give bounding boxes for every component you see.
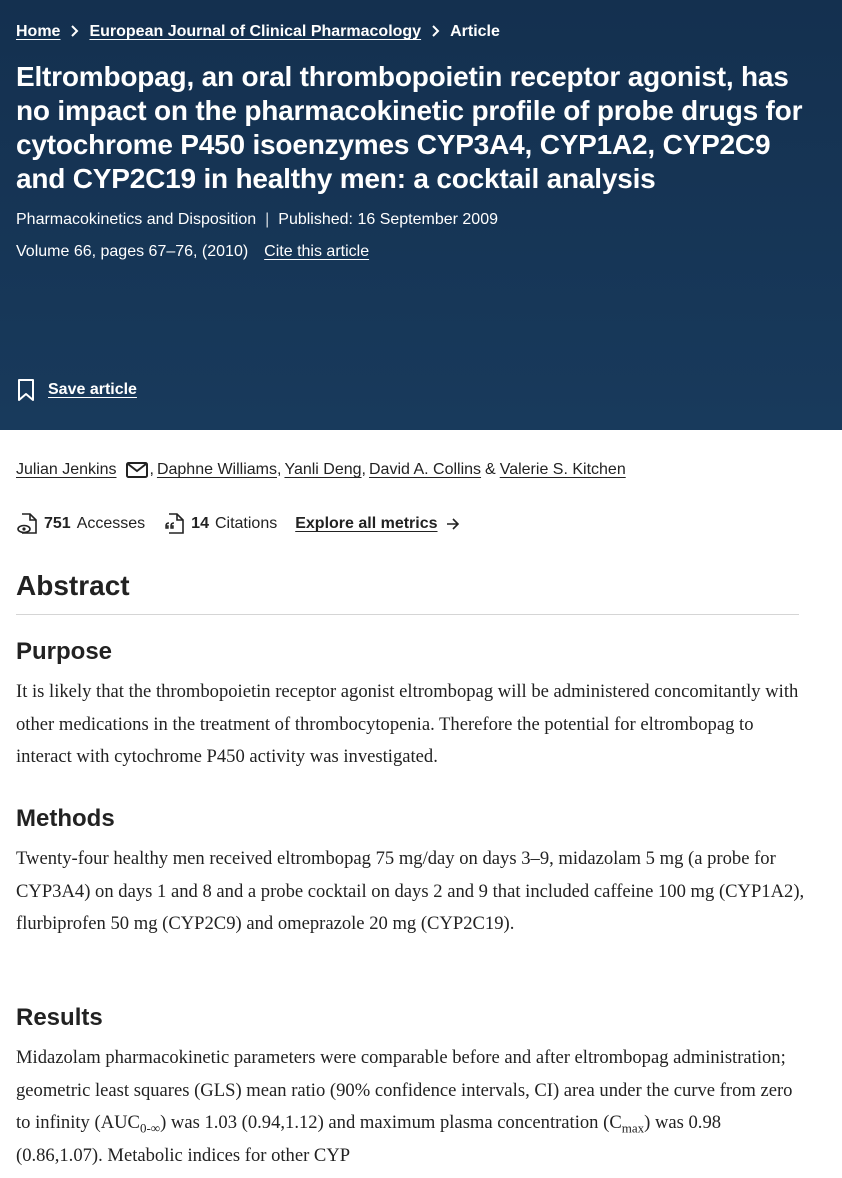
meta-separator: | (265, 211, 270, 228)
explore-metrics-link[interactable] (295, 515, 459, 533)
save-article-button[interactable] (16, 378, 137, 402)
quote-document-icon (163, 512, 185, 536)
save-article-label: Save article (48, 381, 137, 398)
chevron-right-icon (431, 24, 440, 41)
accesses-label: Accesses (76, 515, 146, 532)
auc-subscript: 0-∞ (139, 1120, 161, 1136)
author-separator: , (149, 461, 154, 478)
accesses-metric (16, 512, 145, 536)
citations-metric (163, 512, 277, 536)
article-section: Pharmacokinetics and Disposition (16, 211, 257, 228)
results-text-part: ) was 0.98 (0.86,1.07). Metabolic indices for other CYP (16, 1112, 722, 1166)
abstract-heading: Abstract (16, 570, 130, 601)
author-link[interactable]: Yanli Deng (284, 461, 362, 478)
cite-article-link[interactable]: Cite this article (264, 243, 370, 260)
envelope-icon[interactable] (125, 461, 149, 479)
volume-info: Volume 66, pages 67–76, (2010) (16, 243, 249, 260)
author-link[interactable]: Julian Jenkins (16, 461, 117, 478)
purpose-heading: Purpose (16, 638, 113, 665)
purpose-text: It is likely that the thrombopoietin receptor agonist eltrombopag will be administered concomitantly with other medications in the treatment of thrombocytopenia. Therefore the potential for eltrombopag to interact with cytochrome P450 activity was investigated. (16, 681, 799, 767)
results-text-part: Midazolam pharmacokinetic parameters were comparable before and after eltrombopag administration; geometric least squares (GLS) mean ratio (90% confidence intervals, CI) area under the curve from zero to infinity (AUC (16, 1047, 793, 1133)
breadcrumb-current: Article (450, 23, 500, 40)
explore-metrics-label: Explore all metrics (295, 515, 438, 532)
author-separator: , (277, 461, 282, 478)
citations-label: Citations (214, 515, 278, 532)
article-metrics (16, 512, 460, 536)
breadcrumb (16, 20, 500, 44)
article-header (0, 0, 842, 430)
author-list (16, 459, 626, 481)
author-separator: & (485, 461, 496, 478)
breadcrumb-journal-link[interactable]: European Journal of Clinical Pharmacology (89, 23, 422, 40)
citations-count: 14 (191, 515, 209, 532)
divider (16, 614, 799, 615)
cmax-subscript: max (621, 1120, 645, 1136)
methods-text: Twenty-four healthy men received eltrombopag 75 mg/day on days 3–9, midazolam 5 mg (a probe for CYP3A4) on days 1 and 8 and a probe cocktail on days 2 and 9 that included caffeine 100 mg (CYP1A2), flurbiprofen 50 mg (CYP2C9) and omeprazole 20 mg (CYP2C19). (16, 848, 805, 934)
arrow-right-icon (446, 518, 460, 530)
article-meta (16, 209, 498, 231)
bookmark-icon (16, 378, 36, 402)
volume-line (16, 241, 369, 263)
published-date: Published: 16 September 2009 (278, 211, 498, 228)
eye-document-icon (16, 512, 38, 536)
author-link[interactable]: Valerie S. Kitchen (499, 461, 626, 478)
author-separator: , (361, 461, 366, 478)
article-title: Eltrombopag, an oral thrombopoietin receptor agonist, has no impact on the pharmacokinetic profile of probe drugs for cytochrome P450 isoenzymes CYP3A4, CYP1A2, CYP2C9 and CYP2C19 in healthy men: a cocktail analysis (16, 61, 803, 194)
results-text-part: ) was 1.03 (0.94,1.12) and maximum plasma concentration (C (160, 1112, 622, 1133)
chevron-right-icon (70, 24, 79, 41)
breadcrumb-home-link[interactable]: Home (16, 23, 61, 40)
accesses-count: 751 (44, 515, 71, 532)
author-link[interactable]: David A. Collins (369, 461, 482, 478)
results-text (16, 1042, 806, 1172)
methods-heading: Methods (16, 805, 115, 832)
author-link[interactable]: Daphne Williams (156, 461, 277, 478)
results-heading: Results (16, 1004, 103, 1031)
